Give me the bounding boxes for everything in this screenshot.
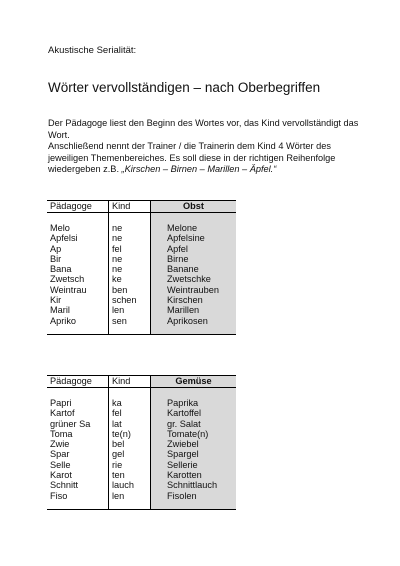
word-cell: Karotten [151, 470, 237, 480]
intro-example: „Kirschen – Birnen – Marillen – Äpfel.“ [121, 164, 277, 175]
table-header-row [47, 376, 236, 388]
teacher-cell: Maril [47, 305, 109, 315]
word-cell: Kartoffel [151, 408, 237, 418]
teacher-cell: Toma [47, 429, 109, 439]
word-cell: Weintrauben [151, 285, 237, 295]
child-cell: ne [109, 223, 151, 233]
word-cell: Aprikosen [151, 316, 237, 335]
teacher-cell: grüner Sa [47, 419, 109, 429]
page-title: Wörter vervollständigen – nach Oberbegriffen [48, 80, 321, 95]
word-cell: Banane [151, 264, 237, 274]
child-cell: len [109, 491, 151, 510]
teacher-cell: Selle [47, 460, 109, 470]
child-cell: ke [109, 274, 151, 284]
column-header: Kind [109, 376, 151, 388]
word-cell: Apfelsine [151, 233, 237, 243]
teacher-cell: Bir [47, 254, 109, 264]
table-row [47, 460, 236, 470]
word-cell: Zwiebel [151, 439, 237, 449]
word-cell: Birne [151, 254, 237, 264]
child-cell: ne [109, 254, 151, 264]
word-cell: Marillen [151, 305, 237, 315]
table-row [47, 233, 236, 243]
table-row [47, 316, 236, 335]
child-cell: len [109, 305, 151, 315]
obst-table [47, 200, 236, 335]
teacher-cell: Fiso [47, 491, 109, 510]
teacher-cell: Zwie [47, 439, 109, 449]
teacher-cell: Weintrau [47, 285, 109, 295]
child-cell: gel [109, 449, 151, 459]
word-cell: Kirschen [151, 295, 237, 305]
column-header: Pädagoge [47, 376, 109, 388]
gemuese-table [47, 375, 236, 510]
word-cell: Zwetschke [151, 274, 237, 284]
intro-line-2 [48, 141, 368, 176]
child-cell: te(n) [109, 429, 151, 439]
child-cell: lat [109, 419, 151, 429]
table-row [47, 491, 236, 510]
teacher-cell: Zwetsch [47, 274, 109, 284]
table-row [47, 264, 236, 274]
teacher-cell: Apriko [47, 316, 109, 335]
word-cell: Apfel [151, 244, 237, 254]
word-cell: Spargel [151, 449, 237, 459]
intro-line-1: Der Pädagoge liest den Beginn des Wortes vor, das Kind vervollständigt das Wort. [48, 118, 359, 140]
child-cell: lauch [109, 480, 151, 490]
word-cell: Tomate(n) [151, 429, 237, 439]
child-cell: ne [109, 264, 151, 274]
column-header: Kind [109, 201, 151, 213]
table-row [47, 419, 236, 429]
word-cell: Schnittlauch [151, 480, 237, 490]
word-cell: Fisolen [151, 491, 237, 510]
table-row [47, 439, 236, 449]
column-header: Gemüse [151, 376, 237, 388]
table-row [47, 398, 236, 408]
child-cell: ten [109, 470, 151, 480]
table-row [47, 244, 236, 254]
column-header: Obst [151, 201, 237, 213]
teacher-cell: Ap [47, 244, 109, 254]
teacher-cell: Melo [47, 223, 109, 233]
word-cell: gr. Salat [151, 419, 237, 429]
table-row [47, 285, 236, 295]
teacher-cell: Karot [47, 470, 109, 480]
table-row [47, 470, 236, 480]
teacher-cell: Papri [47, 398, 109, 408]
child-cell: sen [109, 316, 151, 335]
table-row [47, 449, 236, 459]
child-cell: bel [109, 439, 151, 449]
table-row [47, 274, 236, 284]
teacher-cell: Apfelsi [47, 233, 109, 243]
word-cell: Melone [151, 223, 237, 233]
table-header-row [47, 201, 236, 213]
child-cell: fel [109, 244, 151, 254]
table-row [47, 480, 236, 490]
child-cell: fel [109, 408, 151, 418]
child-cell: ben [109, 285, 151, 295]
intro-text [48, 118, 368, 176]
table-row [47, 223, 236, 233]
teacher-cell: Kartof [47, 408, 109, 418]
subtitle: Akustische Serialität: [48, 45, 137, 56]
teacher-cell: Spar [47, 449, 109, 459]
table-row [47, 295, 236, 305]
intro-line-2-text: Anschließend nennt der Trainer / die Trainerin dem Kind 4 Wörter des jeweiligen Themenbereiches. Es soll diese in der richtigen Reihenfolge wiedergeben z.B. [48, 141, 336, 175]
teacher-cell: Kir [47, 295, 109, 305]
table-row [47, 254, 236, 264]
table-row [47, 305, 236, 315]
child-cell: ka [109, 398, 151, 408]
child-cell: ne [109, 233, 151, 243]
table-row [47, 429, 236, 439]
word-cell: Paprika [151, 398, 237, 408]
column-header: Pädagoge [47, 201, 109, 213]
table-row [47, 408, 236, 418]
teacher-cell: Bana [47, 264, 109, 274]
child-cell: rie [109, 460, 151, 470]
word-cell: Sellerie [151, 460, 237, 470]
child-cell: schen [109, 295, 151, 305]
teacher-cell: Schnitt [47, 480, 109, 490]
